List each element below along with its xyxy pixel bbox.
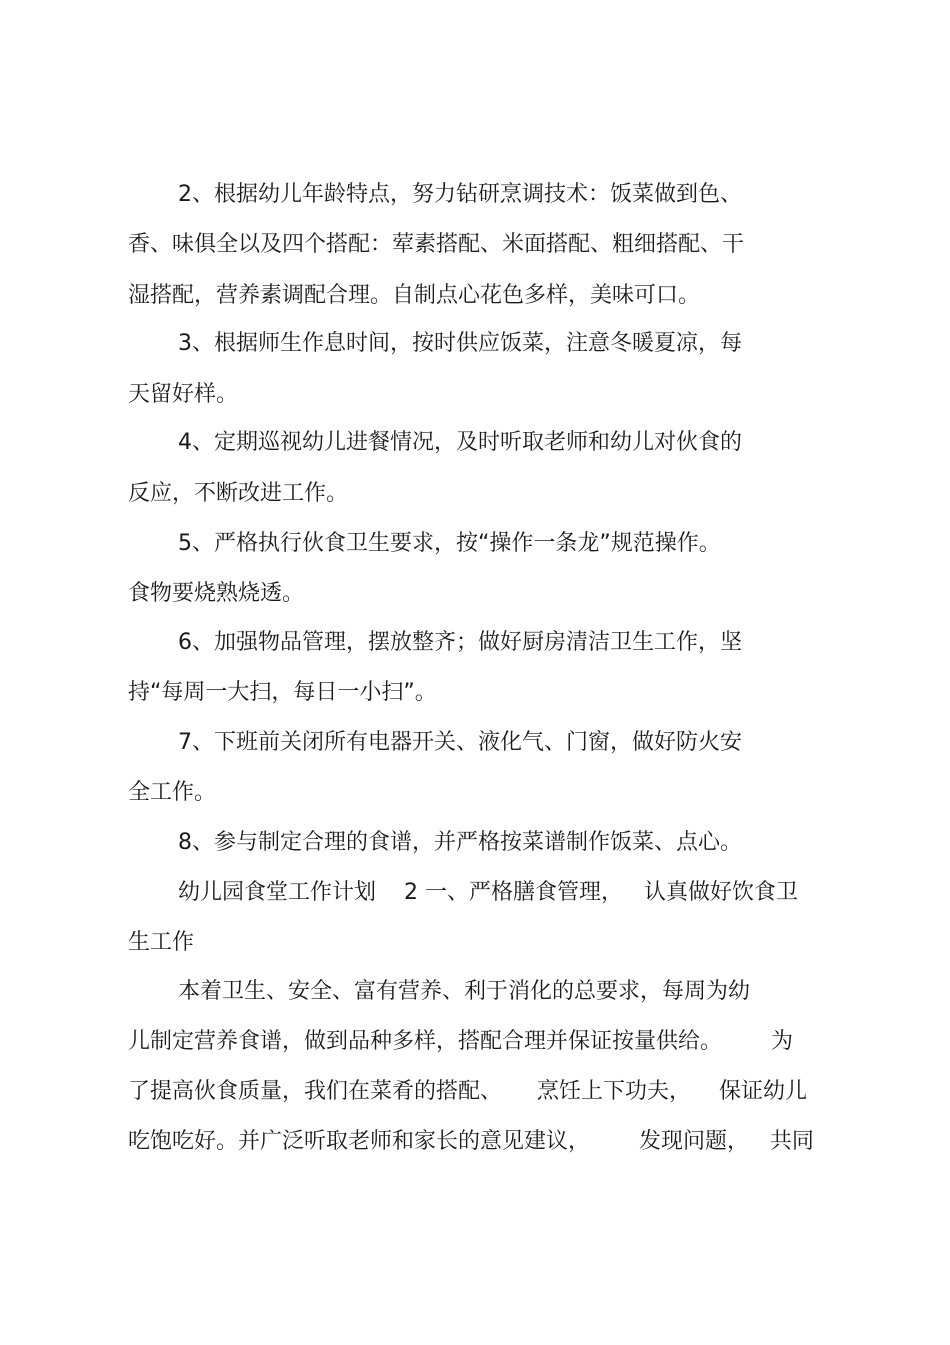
text-line-8: 5、严格执行伙食卫生要求，按“操作一条龙”规范操作。 (178, 531, 721, 556)
text-line-1: 2、根据幼儿年龄特点，努力钻研烹调技术：饭菜做到色、 (178, 182, 742, 207)
text-line-20: 吃饱吃好。并广泛听取老师和家长的意见建议， 发现问题， 共同 (128, 1129, 814, 1154)
text-line-13: 全工作。 (128, 780, 217, 805)
text-line-6: 4、定期巡视幼儿进餐情况，及时听取老师和幼儿对伙食的 (178, 430, 742, 455)
text-line-3: 湿搭配，营养素调配合理。自制点心花色多样，美味可口。 (128, 283, 701, 308)
text-line-5: 天留好样。 (128, 382, 239, 407)
text-line-16: 生工作 (128, 930, 195, 955)
text-line-19: 了提高伙食质量，我们在菜肴的搭配、 烹饪上下功夫， 保证幼儿 (128, 1079, 807, 1104)
text-line-14: 8、参与制定合理的食谱，并严格按菜谱制作饭菜、点心。 (178, 830, 742, 855)
text-line-15: 幼儿园食堂工作计划 2 一、严格膳食管理， 认真做好饮食卫 (178, 880, 798, 905)
text-line-4: 3、根据师生作息时间，按时供应饭菜，注意冬暖夏凉，每 (178, 331, 742, 356)
text-line-2: 香、味俱全以及四个搭配：荤素搭配、米面搭配、粗细搭配、干 (128, 232, 745, 257)
text-line-18: 儿制定营养食谱，做到品种多样，搭配合理并保证按量供给。 为 (128, 1029, 793, 1054)
text-line-10: 6、加强物品管理，摆放整齐；做好厨房清洁卫生工作，坚 (178, 630, 742, 655)
text-line-17: 本着卫生、安全、富有营养、利于消化的总要求，每周为幼 (178, 979, 751, 1004)
text-line-12: 7、下班前关闭所有电器开关、液化气、门窗，做好防火安 (178, 730, 742, 755)
text-line-11: 持“每周一大扫，每日一小扫”。 (128, 680, 437, 705)
text-line-9: 食物要烧熟烧透。 (128, 581, 305, 606)
text-line-7: 反应，不断改进工作。 (128, 481, 349, 506)
